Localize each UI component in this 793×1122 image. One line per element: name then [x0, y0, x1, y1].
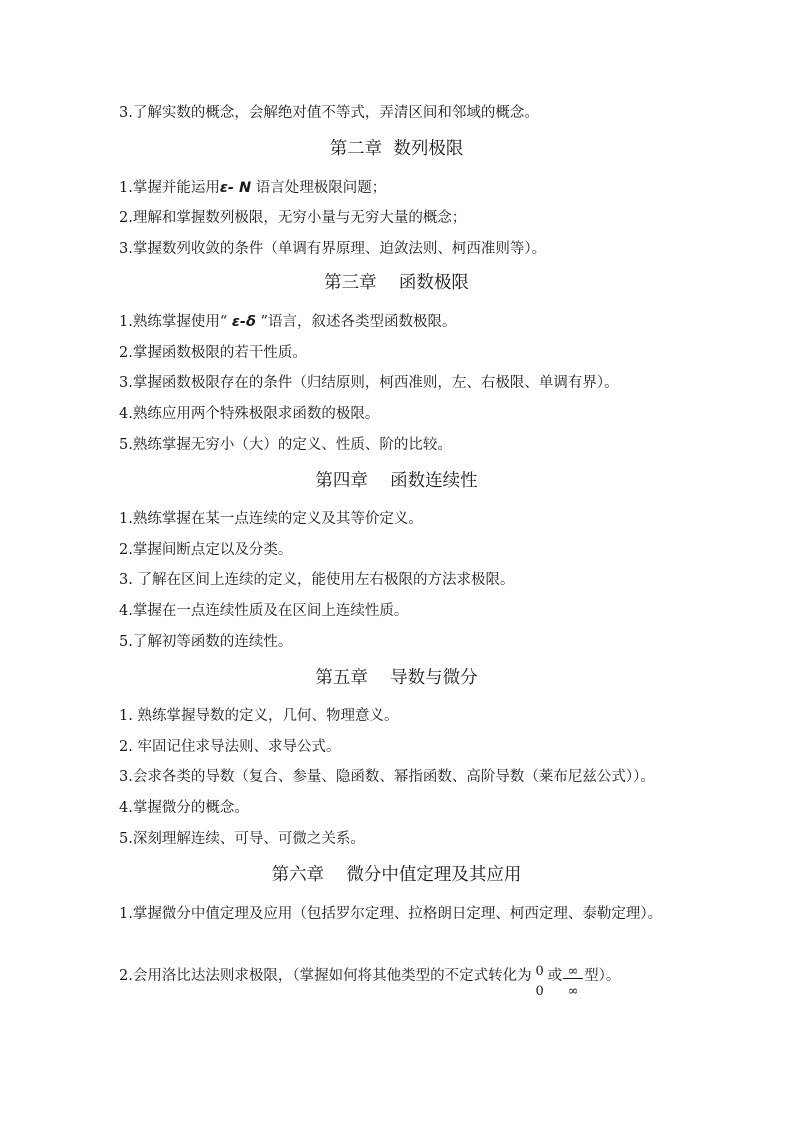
ch6-item-2-or: 或 — [547, 968, 563, 984]
ch5-item-2: 2. 牢固记住求导法则、求导公式。 — [119, 739, 341, 755]
ch2-item-3: 3.掌握数列收敛的条件（单调有界原理、迫敛法则、柯西准则等）。 — [119, 241, 547, 257]
ch5-item-5: 5.深刻理解连续、可导、可微之关系。 — [119, 831, 365, 847]
ch3-item-1-suffix: ”语言，叙述各类型函数极限。 — [255, 314, 457, 330]
chapter-3-title: 第三章 函数极限 — [324, 273, 469, 293]
ch5-item-1: 1. 熟练掌握导数的定义，几何、物理意义。 — [119, 708, 399, 724]
ch2-item-2: 2.理解和掌握数列极限，无穷小量与无穷大量的概念； — [119, 210, 467, 226]
ch3-item-1 — [119, 312, 699, 332]
ch6-item-2 — [119, 964, 719, 999]
chapter-4-title: 第四章 函数连续性 — [315, 471, 478, 491]
fraction-numerator: 0 — [535, 964, 544, 979]
ch6-item-2-suffix: 型）。 — [584, 968, 621, 984]
ch4-item-2: 2.掌握间断点定以及分类。 — [119, 542, 293, 558]
ch4-item-3: 3. 了解在区间上连续的定义，能使用左右极限的方法求极限。 — [119, 572, 515, 588]
ch4-item-5: 5.了解初等函数的连续性。 — [119, 634, 293, 650]
chapter-5-title: 第五章 导数与微分 — [315, 668, 478, 688]
ch2-item-1-suffix: 语言处理极限问题； — [251, 180, 387, 196]
fraction-numerator: ∞ — [567, 964, 579, 979]
ch2-item-1-prefix: 1.掌握并能运用 — [119, 180, 220, 196]
fraction-bar — [563, 978, 583, 979]
chapter-6-title: 第六章 微分中值定理及其应用 — [271, 865, 522, 885]
fraction-denominator: 0 — [535, 984, 544, 999]
ch6-item-2-prefix: 2.会用洛比达法则求极限，（掌握如何将其他类型的不定式转化为 — [119, 968, 532, 984]
ch3-item-1-prefix: 1.熟练掌握使用“ — [119, 314, 232, 330]
fraction-denominator: ∞ — [567, 984, 579, 999]
ch3-item-4: 4.熟练应用两个特殊极限求函数的极限。 — [119, 406, 380, 422]
ch2-item-1 — [119, 178, 699, 198]
chapter-2-title: 第二章 数列极限 — [329, 139, 464, 159]
ch3-item-2: 2.掌握函数极限的若干性质。 — [119, 345, 307, 361]
ch3-item-5: 5.熟练掌握无穷小（大）的定义、性质、阶的比较。 — [119, 437, 452, 453]
ch5-item-4: 4.掌握微分的概念。 — [119, 800, 249, 816]
ch4-item-4: 4.掌握在一点连续性质及在区间上连续性质。 — [119, 603, 409, 619]
ch3-item-3: 3.掌握函数极限存在的条件（归结原则，柯西准则，左、右极限、单调有界）。 — [119, 375, 619, 391]
epsilon-n-symbol: ε- N — [219, 180, 252, 196]
ch5-item-3: 3.会求各类的导数（复合、参量、隐函数、幂指函数、高阶导数（莱布尼兹公式））。 — [119, 769, 655, 785]
infinity-over-infinity-fraction — [563, 964, 583, 999]
ch4-item-1: 1.熟练掌握在某一点连续的定义及其等价定义。 — [119, 511, 423, 527]
zero-over-zero-fraction — [533, 964, 547, 999]
intro-item-3: 3.了解实数的概念，会解绝对值不等式，弄清区间和邻域的概念。 — [119, 105, 539, 121]
ch6-item-1: 1.掌握微分中值定理及应用（包括罗尔定理、拉格朗日定理、柯西定理、泰勒定理）。 — [119, 906, 663, 922]
epsilon-delta-symbol: ε-δ — [231, 314, 256, 330]
